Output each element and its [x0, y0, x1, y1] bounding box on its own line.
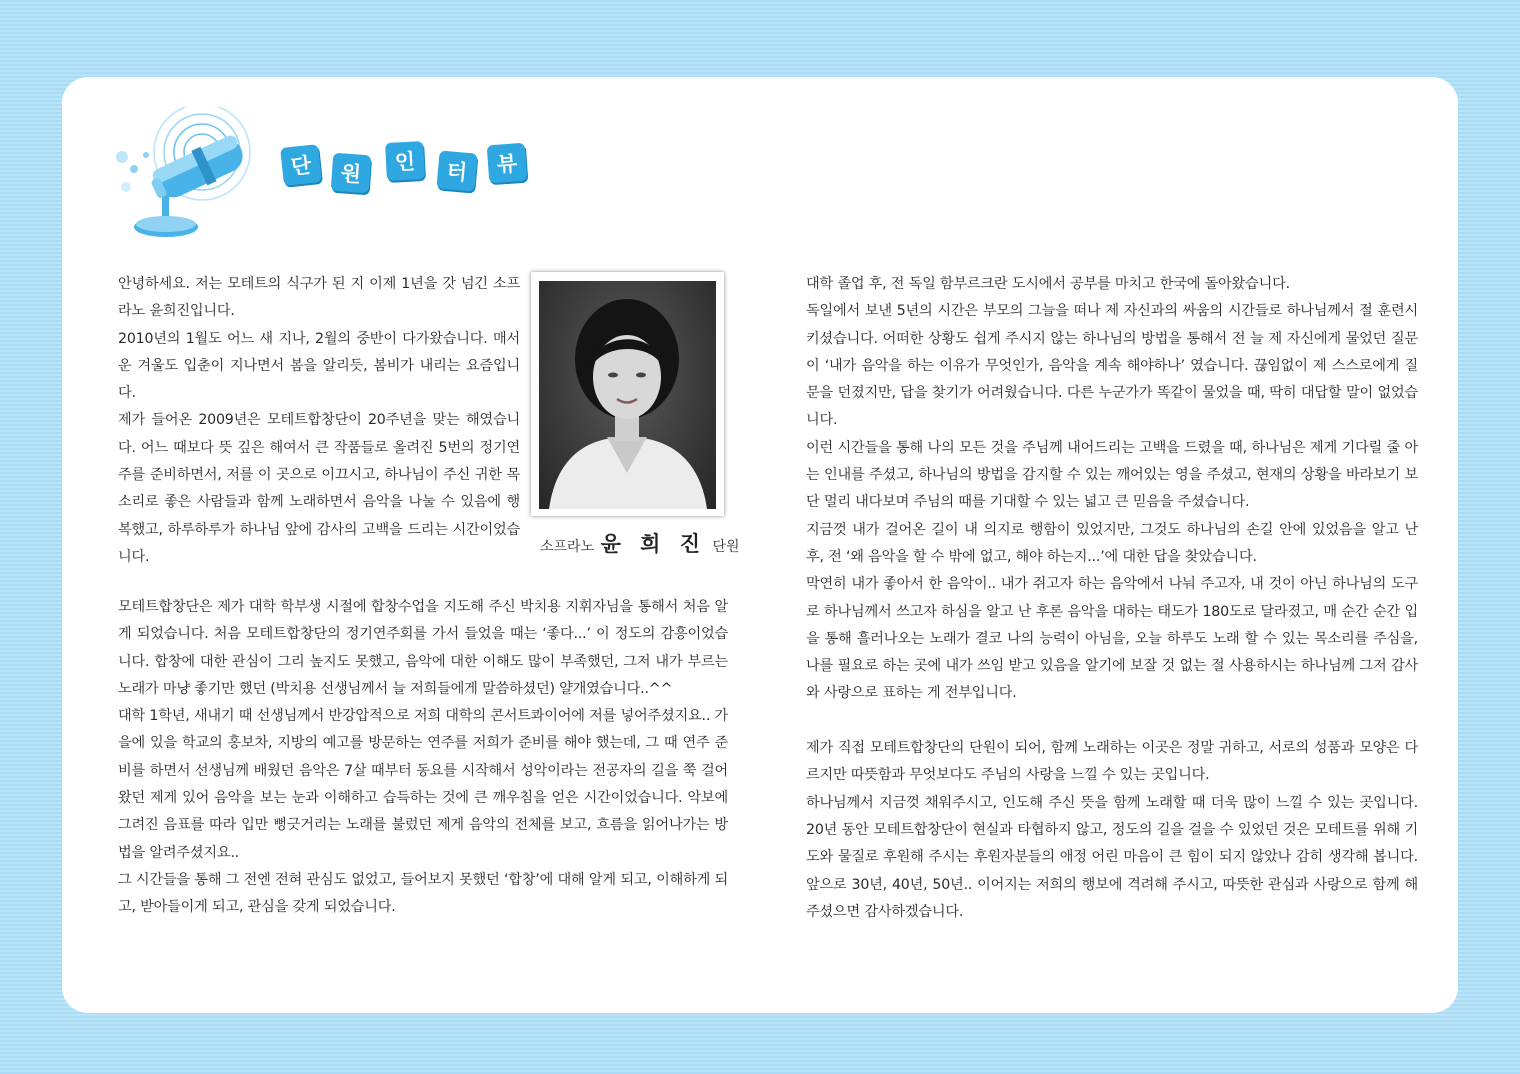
microphone-icon: [110, 107, 260, 242]
caption-suffix: 단원: [712, 539, 740, 555]
article-left-bottom: [118, 594, 728, 922]
article-right: [806, 271, 1418, 926]
portrait-frame: [531, 272, 724, 516]
caption-name: 윤 희 진: [600, 532, 707, 556]
paragraph: 제가 직접 모테트합창단의 단원이 되어, 함께 노래하는 이곳은 정말 귀하고, 서로의 성품과 모양은 다르지만 따뜻함과 무엇보다도 주님의 사랑을 느낄 수 있는 곳입니다.: [806, 740, 1418, 784]
portrait-photo: [539, 281, 716, 509]
paragraph: 대학 1학년, 새내기 때 선생님께서 반강압적으로 저희 대학의 콘서트콰이어에 저를 넣어주셨지요.. 가을에 있을 학교의 홍보차, 지방의 예고를 방문하는 연주를 저희가 준비를 해야 했는데, 그 때 연주 준비를 하면서 선생님께 배웠던 음악은 7살 때부터 동요를 시작해서 성악이라는 전공자의 길을 쭉 걸어왔던 제게 있어 음악을 보는 눈과 이해하고 습득하는 것에 큰 깨우침을 얻은 시간이었습니다. 악보에 그려진 음표를 따라 입만 뻥긋거리는 노래를 불렀던 제게 음악의 전체를 보고, 흐름을 읽어나가는 방법을 알려주셨지요..: [118, 708, 728, 861]
interview-title: [282, 138, 542, 194]
title-char-1: 단: [280, 144, 322, 186]
paragraph: 모테트합창단은 제가 대학 학부생 시절에 합창수업을 지도해 주신 박치용 지휘자님을 통해서 처음 알게 되었습니다. 처음 모테트합창단의 정기연주회를 가서 들었을 때는 ‘좋다...’ 이 정도의 감흥이었습니다. 합창에 대한 관심이 그리 높지도 못했고, 음악에 대한 이해도 많이 부족했던, 그저 내가 부르는 노래가 마냥 좋기만 했던 (박치용 선생님께서 늘 저희들에게 말씀하셨던) 얄개였습니다..^^: [118, 599, 728, 697]
title-char-2: 원: [331, 153, 372, 194]
title-char-4: 터: [436, 150, 477, 191]
title-char-5: 뷰: [487, 143, 528, 184]
paragraph: 하나님께서 지금껏 채워주시고, 인도해 주신 뜻을 함께 노래할 때 더욱 많이 느낄 수 있는 곳입니다. 20년 동안 모테트합창단이 현실과 타협하지 않고, 정도의 길을 걸을 수 있었던 것은 모테트를 위해 기도와 물질로 후원해 주시는 후원자분들의 애정 어린 마음이 큰 힘이 되지 않았나 감히 생각해 봅니다. 앞으로 30년, 40년, 50년.. 이어지는 저희의 행보에 격려해 주시고, 따뜻한 관심과 사랑으로 함께 해 주셨으면 감사하겠습니다.: [806, 794, 1418, 920]
paragraph: 이런 시간들을 통해 나의 모든 것을 주님께 내어드리는 고백을 드렸을 때, 하나님은 제게 기다릴 줄 아는 인내를 주셨고, 하나님의 방법을 감지할 수 있는 깨어있는 영을 주셨고, 현재의 상황을 바라보기 보단 멀리 내다보며 주님의 때를 기대할 수 있는 넓고 큰 믿음을 주셨습니다.: [806, 439, 1418, 511]
paragraph: 제가 들어온 2009년은 모테트합창단이 20주년을 맞는 해였습니다. 어느 때보다 뜻 깊은 해여서 큰 작품들로 올려진 5번의 정기연주를 준비하면서, 저를 이 곳으로 이끄시고, 하나님이 주신 귀한 목소리로 좋은 사람들과 함께 노래하면서 음악을 나눌 수 있음에 행복했고, 하루하루가 하나님 앞에 감사의 고백을 드리는 시간이었습니다.: [118, 412, 520, 565]
portrait-caption: [540, 528, 740, 558]
caption-role: 소프라노: [540, 539, 595, 555]
paragraph: 독일에서 보낸 5년의 시간은 부모의 그늘을 떠나 제 자신과의 싸움의 시간들로 하나님께서 절 훈련시키셨습니다. 어떠한 상황도 쉽게 주시지 않는 하나님의 방법을 통해서 전 늘 제 자신에게 물었던 질문이 ‘내가 음악을 하는 이유가 무엇인가, 음악을 계속 해야하나’ 였습니다. 끊임없이 제 스스로에게 질문을 던졌지만, 답을 찾기가 어려웠습니다. 다른 누군가가 똑같이 물었을 때, 딱히 대답할 말이 없었습니다.: [806, 303, 1418, 429]
paragraph: 안녕하세요. 저는 모테트의 식구가 된 지 이제 1년을 갓 넘긴 소프라노 윤희진입니다.: [118, 276, 520, 320]
paragraph: 막연히 내가 좋아서 한 음악이.. 내가 쥐고자 하는 음악에서 나눠 주고자, 내 것이 아닌 하나님의 도구로 하나님께서 쓰고자 하심을 알고 난 후론 음악을 대하는 태도가 180도로 달라졌고, 매 순간 순간 입을 통해 흘러나오는 노래가 결코 나의 능력이 아님을, 오늘 하루도 노래 할 수 있는 목소리를 주심을, 나를 필요로 하는 곳에 내가 쓰임 받고 있음을 알기에 보잘 것 없는 절 사용하시는 하나님께 그저 감사와 사랑으로 표하는 게 전부입니다.: [806, 576, 1418, 702]
paragraph: 지금껏 내가 걸어온 길이 내 의지로 행함이 있었지만, 그것도 하나님의 손길 안에 있었음을 알고 난 후, 전 ‘왜 음악을 할 수 밖에 없고, 해야 하는지...’에 대한 답을 찾았습니다.: [806, 521, 1418, 565]
title-char-3: 인: [385, 141, 425, 181]
article-left-top: [118, 271, 520, 571]
paragraph: 그 시간들을 통해 그 전엔 전혀 관심도 없었고, 들어보지 못했던 ‘합창’에 대해 알게 되고, 이해하게 되고, 받아들이게 되고, 관심을 갖게 되었습니다.: [118, 871, 728, 916]
paragraph: 대학 졸업 후, 전 독일 함부르크란 도시에서 공부를 마치고 한국에 돌아왔습니다.: [806, 276, 1290, 292]
paragraph: 2010년의 1월도 어느 새 지나, 2월의 중반이 다가왔습니다. 매서운 겨울도 입춘이 지나면서 봄을 알리듯, 봄비가 내리는 요즘입니다.: [118, 330, 520, 402]
